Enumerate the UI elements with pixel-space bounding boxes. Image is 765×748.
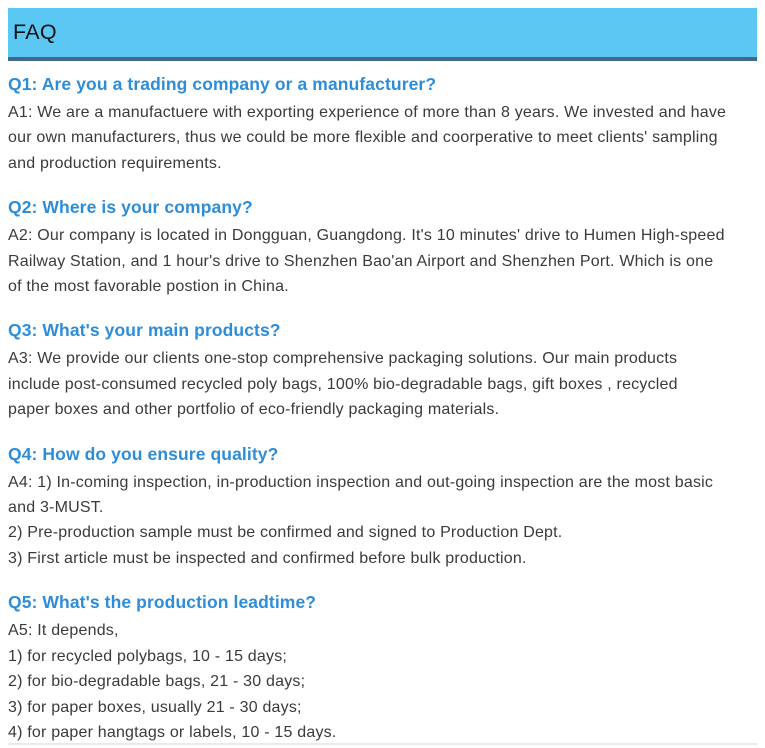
faq-question: Q2: Where is your company?: [8, 197, 253, 218]
answer-line: and 3-MUST.: [8, 499, 104, 517]
answer-line: A2: Our company is located in Dongguan, Guangdong. It's 10 minutes' drive to Humen High-speed: [8, 227, 725, 245]
answer-line: 2) Pre-production sample must be confirmed and signed to Production Dept.: [8, 524, 563, 542]
faq-answer: [8, 346, 757, 422]
faq-header: [8, 8, 757, 61]
answer-line: and production requirements.: [8, 154, 222, 172]
faq-answer: [8, 100, 757, 176]
faq-question: Q1: Are you a trading company or a manufacturer?: [8, 74, 437, 94]
answer-line: A1: We are a manufactuere with exporting experience of more than 8 years. We invested and have: [8, 104, 727, 121]
faq-answer: [8, 223, 757, 299]
answer-line: 3) First article must be inspected and confirmed before bulk production.: [8, 549, 527, 567]
faq-question: Q5: What's the production leadtime?: [8, 592, 317, 613]
bottom-divider: [8, 743, 757, 745]
faq-section: [8, 197, 757, 299]
faq-answer: [8, 618, 757, 745]
faq-question: Q4: How do you ensure quality?: [8, 443, 279, 464]
faq-section: [8, 444, 757, 572]
faq-section: [8, 320, 757, 422]
answer-line: include post-consumed recycled poly bags, 100% bio-degradable bags, gift boxes , recycled: [8, 375, 678, 393]
answer-line: A3: We provide our clients one-stop comprehensive packaging solutions. Our main products: [8, 350, 678, 368]
faq-answer: [8, 470, 757, 572]
answer-line: 2) for bio-degradable bags, 21 - 30 days;: [8, 673, 306, 691]
answer-line: our own manufacturers, thus we could be more flexible and coorperative to meet clients' sampling: [8, 129, 718, 147]
faq-question: Q3: What's your main products?: [8, 320, 281, 341]
answer-line: paper boxes and other portfolio of eco-friendly packaging materials.: [8, 401, 500, 419]
answer-line: of the most favorable postion in China.: [8, 278, 289, 296]
answer-line: Railway Station, and 1 hour's drive to Shenzhen Bao'an Airport and Shenzhen Port. Which is one: [8, 252, 714, 270]
answer-line: 3) for paper boxes, usually 21 - 30 days;: [8, 698, 302, 716]
answer-line: 4) for paper hangtags or labels, 10 - 15 days.: [8, 723, 337, 741]
faq-section: [8, 74, 757, 176]
faq-section: [8, 592, 757, 745]
faq-title: FAQ: [13, 20, 57, 44]
answer-line: 1) for recycled polybags, 10 - 15 days;: [8, 647, 288, 665]
answer-line: A5: It depends,: [8, 622, 119, 640]
faq-section-list: [8, 74, 757, 745]
answer-line: A4: 1) In-coming inspection, in-production inspection and out-going inspection are the most basic: [8, 473, 714, 491]
